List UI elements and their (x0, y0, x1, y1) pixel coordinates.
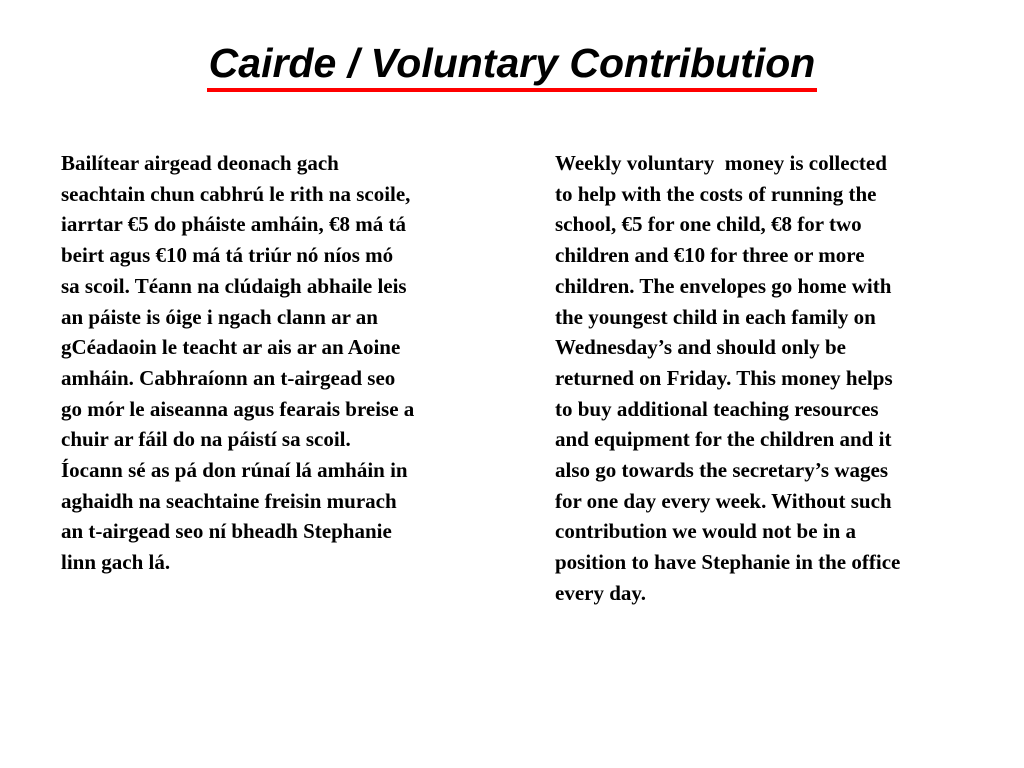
irish-text-line: iarrtar €5 do pháiste amháin, €8 má tá (61, 212, 406, 237)
irish-text-line: amháin. Cabhraíonn an t-airgead seo (61, 365, 396, 390)
english-text-line: position to have Stephanie in the office (555, 550, 901, 575)
english-text-line: the youngest child in each family on (555, 304, 876, 329)
irish-text-line: go mór le aiseanna agus fearais breise a (61, 396, 415, 421)
page-title: Cairde / Voluntary Contribution (207, 38, 818, 92)
irish-text-line: an t-airgead seo ní bheadh Stephanie (61, 519, 392, 544)
english-text-line: Weekly voluntary money is collected (555, 151, 887, 175)
english-text-column (555, 148, 985, 609)
english-text-line: children and €10 for three or more (555, 243, 865, 268)
english-text-line: Wednesday’s and should only be (555, 335, 846, 360)
english-text-line: children. The envelopes go home with (555, 273, 892, 298)
irish-text-line: seachtain chun cabhrú le rith na scoile, (61, 181, 411, 206)
english-text-line: also go towards the secretary’s wages (555, 458, 889, 483)
english-text-line: and equipment for the children and it (555, 427, 892, 452)
english-text-line: returned on Friday. This money helps (555, 365, 893, 390)
english-text-line: to buy additional teaching resources (555, 396, 879, 421)
irish-text-line: sa scoil. Téann na clúdaigh abhaile leis (61, 273, 407, 298)
english-text-line: contribution we would not be in a (555, 519, 857, 544)
irish-text-line: linn gach lá. (61, 550, 171, 575)
irish-text-line: Bailítear airgead deonach gach (61, 151, 339, 175)
english-text-line: for one day every week. Without such (555, 488, 892, 513)
irish-text-column (61, 148, 501, 578)
irish-text-line: aghaidh na seachtaine freisin murach (61, 488, 397, 513)
irish-text-line: chuir ar fáil do na páistí sa scoil. (61, 427, 351, 452)
title-container (0, 38, 1024, 92)
irish-text-line: beirt agus €10 má tá triúr nó níos mó (61, 243, 394, 268)
irish-text-line: an páiste is óige i ngach clann ar an (61, 304, 378, 329)
english-text-line: school, €5 for one child, €8 for two (555, 212, 862, 237)
irish-text-line: gCéadaoin le teacht ar ais ar an Aoine (61, 335, 401, 360)
english-text-line: to help with the costs of running the (555, 181, 877, 206)
irish-text-line: Íocann sé as pá don rúnaí lá amháin in (61, 458, 408, 483)
english-text-line: every day. (555, 580, 646, 605)
